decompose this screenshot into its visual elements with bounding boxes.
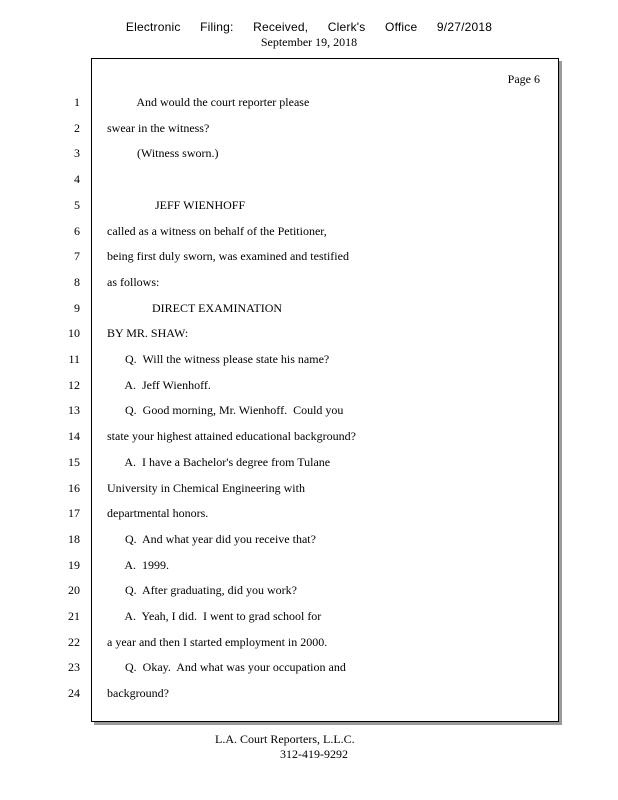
transcript-line: Q. After graduating, did you work? (107, 583, 297, 597)
line-number: 10 (68, 326, 80, 340)
transcript-line: swear in the witness? (107, 121, 210, 135)
transcript-line: A. Yeah, I did. I went to grad school for (107, 609, 322, 623)
transcript-line: being first duly sworn, was examined and testified (107, 249, 349, 263)
line-number: 16 (68, 481, 80, 495)
line-number: 12 (68, 378, 80, 392)
stamp-word: Received, (253, 20, 309, 34)
transcript-line: (Witness sworn.) (107, 146, 219, 160)
transcript-line: University in Chemical Engineering with (107, 481, 305, 495)
transcript-line: as follows: (107, 275, 160, 289)
transcript-line: state your highest attained educational background? (107, 429, 356, 443)
transcript-line: departmental honors. (107, 506, 209, 520)
transcript-line: a year and then I started employment in 2000. (107, 635, 328, 649)
transcript-line: Q. Okay. And what was your occupation and (107, 660, 346, 674)
transcript-line: Q. Good morning, Mr. Wienhoff. Could you (107, 403, 344, 417)
line-number: 6 (74, 224, 80, 238)
stamp-word: 9/27/2018 (436, 20, 493, 34)
line-number: 11 (68, 352, 80, 366)
transcript-line: DIRECT EXAMINATION (107, 301, 283, 315)
line-number: 23 (68, 660, 80, 674)
line-number: 2 (74, 121, 80, 135)
transcript-line: A. I have a Bachelor's degree from Tulane (107, 455, 331, 469)
transcript-line: called as a witness on behalf of the Petitioner, (107, 224, 327, 238)
line-number: 17 (68, 506, 80, 520)
transcript-date: September 19, 2018 (260, 35, 358, 49)
line-number: 21 (68, 609, 80, 623)
line-number: 18 (68, 532, 80, 546)
stamp-word: Filing: (200, 20, 234, 34)
stamp-word: Office (385, 20, 418, 34)
transcript-line: BY MR. SHAW: (107, 326, 189, 340)
line-number: 4 (74, 172, 80, 186)
stamp-word: Clerk's (327, 20, 366, 34)
transcript-line: Q. Will the witness please state his name? (107, 352, 330, 366)
line-number: 22 (68, 635, 80, 649)
transcript-line: And would the court reporter please (107, 95, 310, 109)
filing-stamp (0, 20, 618, 34)
transcript-line: A. Jeff Wienhoff. (107, 378, 211, 392)
line-number: 13 (68, 403, 80, 417)
line-number: 19 (68, 558, 80, 572)
line-number: 15 (68, 455, 80, 469)
transcript-line: A. 1999. (107, 558, 170, 572)
line-number: 1 (74, 95, 80, 109)
transcript-line: JEFF WIENHOFF (107, 198, 246, 212)
line-number: 24 (68, 686, 80, 700)
stamp-word: Electronic (125, 20, 181, 34)
transcript-line: Q. And what year did you receive that? (107, 532, 316, 546)
transcript-line: background? (107, 686, 169, 700)
line-number: 14 (68, 429, 80, 443)
line-number: 3 (74, 146, 80, 160)
line-number: 8 (74, 275, 80, 289)
line-number: 20 (68, 583, 80, 597)
line-number: 7 (74, 249, 80, 263)
line-number: 9 (74, 301, 80, 315)
reporter-company: L.A. Court Reporters, L.L.C. (215, 732, 355, 746)
page-number: Page 6 (507, 72, 540, 86)
line-number: 5 (74, 198, 80, 212)
reporter-phone: 312-419-9292 (280, 747, 348, 761)
